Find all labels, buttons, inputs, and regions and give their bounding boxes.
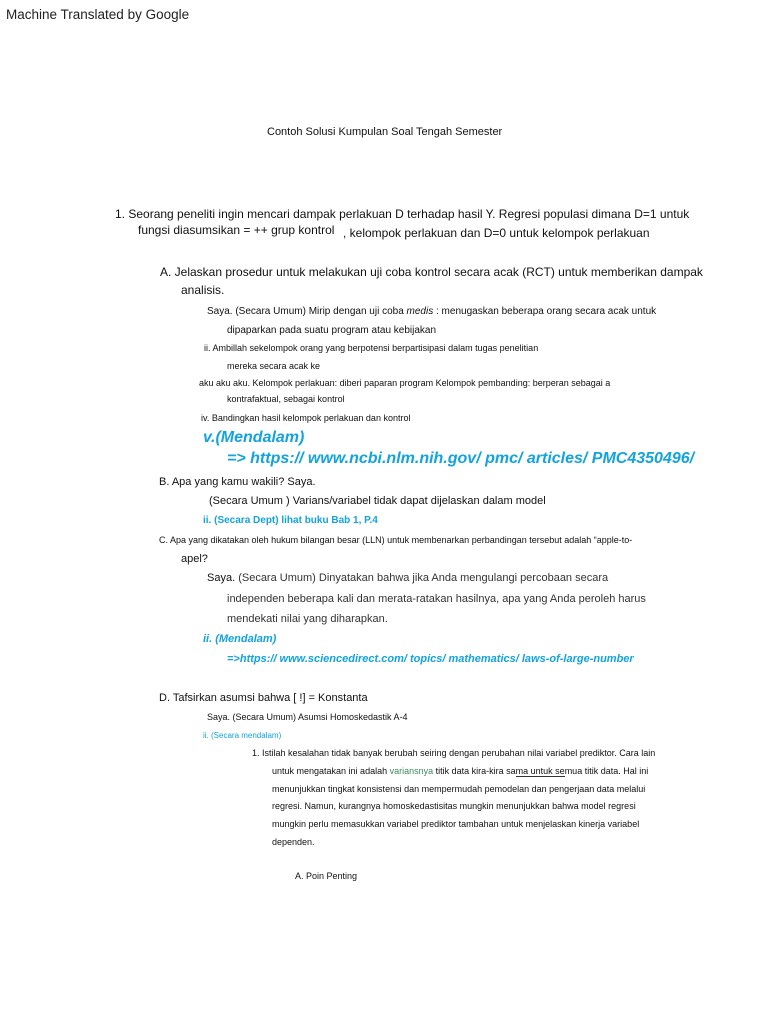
part-d-p2-green: variansnya [389, 766, 434, 776]
part-d-paragraph-line-5: mungkin perlu memasukkan variabel prediktor tambahan untuk menjelaskan kinerja variabel [272, 819, 640, 829]
part-a-item-i-prefix: Saya. (Secara Umum) Mirip dengan uji coba [207, 306, 407, 317]
part-a-item-iii-line-2: kontrafaktual, sebagai kontrol [227, 394, 345, 404]
part-d-p2-b: titik data kira-kira sa [433, 766, 516, 776]
part-a-item-i-italic: medis [406, 306, 434, 317]
part-a-item-ii-line-2: mereka secara acak ke [227, 361, 321, 371]
part-c-item-i-line-2: independen beberapa kali dan merata-ratakan hasilnya, apa yang Anda peroleh harus [227, 593, 646, 605]
part-a-item-iv: iv. Bandingkan hasil kelompok perlakuan dan kontrol [201, 413, 411, 423]
part-c-item-ii-label: ii. (Mendalam) [203, 633, 277, 645]
key-points-heading: A. Poin Penting [295, 871, 358, 881]
question-1-line-2b: , kelompok perlakuan dan D=0 untuk kelompok perlakuan [343, 226, 650, 240]
part-c-item-i-prefix: Saya. [207, 572, 236, 584]
part-d-p2-c: mua titik data. Hal ini [564, 766, 649, 776]
part-d-paragraph-line-2 [272, 766, 648, 776]
part-a-item-i [207, 306, 656, 318]
part-d-paragraph-line-1: 1. Istilah kesalahan tidak banyak berubah seiring dengan perubahan nilai variabel prediktor. Cara lain [252, 748, 656, 758]
part-b-item-ii: ii. (Secara Dept) lihat buku Bab 1, P.4 [203, 515, 378, 526]
part-a-item-i-suffix: : menugaskan beberapa orang secara acak untuk [433, 306, 657, 317]
machine-translated-label: Machine Translated by Google [6, 7, 190, 22]
part-a-item-v-link[interactable]: => https:// www.ncbi.nlm.nih.gov/ pmc/ articles/ PMC4350496/ [227, 450, 695, 467]
part-c-item-i [207, 572, 608, 585]
document-title: Contoh Solusi Kumpulan Soal Tengah Semester [267, 126, 503, 138]
part-a-line-1: A. Jelaskan prosedur untuk melakukan uji coba kontrol secara acak (RCT) untuk memberikan dampak [160, 265, 703, 279]
part-a-item-v-label: v.(Mendalam) [203, 429, 305, 446]
part-b-line-1: B. Apa yang kamu wakili? Saya. [159, 476, 316, 488]
part-b-item-i: (Secara Umum ) Varians/variabel tidak dapat dijelaskan dalam model [209, 495, 546, 507]
question-1-line-2a: fungsi diasumsikan = ++ grup kontrol [138, 223, 335, 237]
part-d-item-ii: ii. (Secara mendalam) [203, 731, 282, 740]
part-c-line-1: C. Apa yang dikatakan oleh hukum bilangan besar (LLN) untuk membenarkan perbandingan tersebut adalah “apple-to- [159, 535, 633, 545]
part-d-p2-a: untuk mengatakan ini adalah [272, 766, 390, 776]
part-d-item-i: Saya. (Secara Umum) Asumsi Homoskedastik A-4 [207, 712, 408, 722]
part-c-item-i-line-3: mendekati nilai yang diharapkan. [227, 613, 388, 625]
part-a-line-2: analisis. [181, 283, 225, 297]
question-1-line-1: 1. Seorang peneliti ingin mencari dampak perlakuan D terhadap hasil Y. Regresi populasi dimana D=1 untuk [115, 207, 690, 221]
part-c-item-i-text: (Secara Umum) Dinyatakan bahwa jika Anda mengulangi percobaan secara [235, 572, 609, 584]
part-d-paragraph-line-3: menunjukkan tingkat konsistensi dan mempermudah pemodelan dan pengerjaan data melalui [272, 784, 646, 794]
part-a-item-iii-line-1: aku aku aku. Kelompok perlakuan: diberi paparan program Kelompok pembanding: berperan sebagai a [199, 378, 611, 388]
part-a-item-ii-line-1: ii. Ambillah sekelompok orang yang berpotensi berpartisipasi dalam tugas penelitian [204, 343, 539, 353]
part-d-paragraph-line-4: regresi. Namun, kurangnya homoskedastisitas mungkin menunjukkan bahwa model regresi [272, 801, 636, 811]
part-c-line-2: apel? [181, 553, 208, 565]
part-c-item-ii-link[interactable]: =>https:// www.sciencedirect.com/ topics/ mathematics/ laws-of-large-number [227, 653, 634, 665]
part-d-line-1: D. Tafsirkan asumsi bahwa [ !] = Konstanta [159, 692, 368, 704]
part-a-item-i-line-2: dipaparkan pada suatu program atau kebijakan [227, 325, 437, 336]
part-d-paragraph-line-6: dependen. [272, 837, 315, 847]
part-d-p2-underlined: ma untuk se [515, 766, 565, 776]
